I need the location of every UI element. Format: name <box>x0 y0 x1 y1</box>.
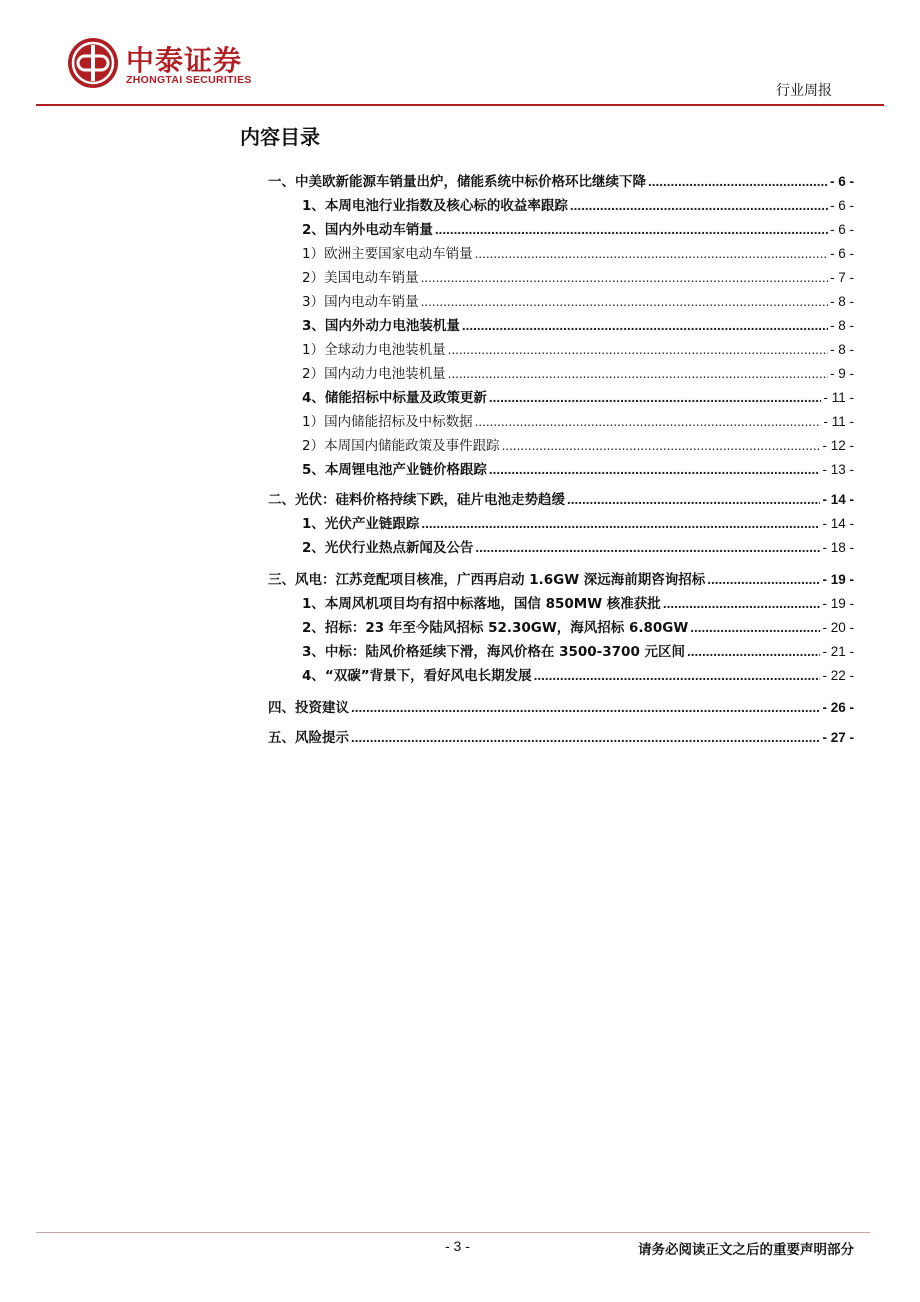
toc-entry-title: 2）国内动力电池装机量 <box>302 366 446 382</box>
toc-entry-page: - 26 - <box>822 700 854 715</box>
toc-leader-dots <box>351 698 820 718</box>
toc-entry-page: - 6 - <box>829 246 854 261</box>
toc-entry[interactable] <box>268 172 854 192</box>
toc-entry[interactable] <box>268 490 854 510</box>
zhongtai-logo-icon <box>66 36 120 90</box>
toc-entry-title: 一、中美欧新能源车销量出炉，储能系统中标价格环比继续下降 <box>268 174 646 190</box>
toc-entry[interactable] <box>302 642 854 662</box>
toc-entry-page: - 12 - <box>822 438 854 453</box>
toc-entry-title: 1、本周电池行业指数及核心标的收益率跟踪 <box>302 198 568 214</box>
toc-entry-title: 1、本周风机项目均有招中标落地，国信 850MW 核准获批 <box>302 596 661 612</box>
toc-entry-page: - 19 - <box>822 572 854 587</box>
toc-leader-dots <box>648 172 828 192</box>
toc-entry-page: - 27 - <box>822 730 854 745</box>
toc-entry-page: - 13 - <box>822 462 854 477</box>
toc-entry[interactable] <box>302 340 854 360</box>
toc-entry[interactable] <box>302 436 854 456</box>
toc-entry-page: - 8 - <box>829 342 854 357</box>
toc-entry[interactable] <box>302 618 854 638</box>
toc-entry-page: - 6 - <box>829 222 854 237</box>
toc-leader-dots <box>489 388 822 408</box>
toc-entry-title: 3、中标：陆风价格延续下滑，海风价格在 3500-3700 元区间 <box>302 644 686 660</box>
toc-leader-dots <box>475 412 822 432</box>
toc-entry-page: - 21 - <box>822 644 854 659</box>
toc-leader-dots <box>663 594 821 614</box>
toc-entry-title: 4、“双碳”背景下，看好风电长期发展 <box>302 668 532 684</box>
toc-entry[interactable] <box>302 292 854 312</box>
toc-leader-dots <box>489 460 821 480</box>
toc-leader-dots <box>687 642 820 662</box>
toc-entry-title: 2、国内外电动车销量 <box>302 222 433 238</box>
footer-disclaimer: 请务必阅读正文之后的重要声明部分 <box>638 1242 854 1258</box>
toc-entry-page: - 11 - <box>823 414 854 429</box>
toc-entry-title: 2）本周国内储能政策及事件跟踪 <box>302 438 500 454</box>
toc-entry-title: 三、风电：江苏竞配项目核准，广西再启动 1.6GW 深远海前期咨询招标 <box>268 572 706 588</box>
toc-entry-title: 2、光伏行业热点新闻及公告 <box>302 540 474 556</box>
report-type: 行业周报 <box>776 83 832 99</box>
brand-name-en: ZHONGTAI SECURITIES <box>126 74 252 86</box>
toc-entry[interactable] <box>302 412 854 432</box>
toc-entry-page: - 14 - <box>822 516 854 531</box>
toc-entry-title: 1）国内储能招标及中标数据 <box>302 414 473 430</box>
toc-entry-title: 二、光伏：硅料价格持续下跌，硅片电池走势趋缓 <box>268 492 565 508</box>
toc-entry[interactable] <box>268 698 854 718</box>
toc-entry[interactable] <box>302 594 854 614</box>
toc-leader-dots <box>351 728 820 748</box>
toc-entry-page: - 14 - <box>822 492 854 507</box>
toc-entry[interactable] <box>302 196 854 216</box>
toc-entry[interactable] <box>302 666 854 686</box>
toc-entry-page: - 20 - <box>822 620 854 635</box>
toc-entry[interactable] <box>302 388 854 408</box>
toc-entry[interactable] <box>268 570 854 590</box>
toc-entry-page: - 7 - <box>829 270 854 285</box>
toc-entry-page: - 8 - <box>829 294 854 309</box>
toc-leader-dots <box>421 268 828 288</box>
footer-divider <box>36 1232 870 1233</box>
toc-leader-dots <box>421 292 828 312</box>
toc-leader-dots <box>502 436 821 456</box>
toc-leader-dots <box>567 490 820 510</box>
brand-name-cn: 中泰证券 <box>126 44 243 77</box>
toc-leader-dots <box>462 316 828 336</box>
toc-entry-title: 五、风险提示 <box>268 730 349 746</box>
toc-entry[interactable] <box>302 268 854 288</box>
toc-leader-dots <box>448 340 828 360</box>
toc-entry[interactable] <box>302 364 854 384</box>
toc-entry[interactable] <box>302 460 854 480</box>
toc-entry[interactable] <box>302 244 854 264</box>
toc-entry[interactable] <box>302 538 854 558</box>
toc-entry-title: 2）美国电动车销量 <box>302 270 419 286</box>
page-number: - 3 - <box>445 1238 470 1254</box>
toc-entry[interactable] <box>302 220 854 240</box>
company-logo <box>66 36 286 96</box>
toc-entry-title: 1）全球动力电池装机量 <box>302 342 446 358</box>
toc-entry-title: 4、储能招标中标量及政策更新 <box>302 390 487 406</box>
toc-leader-dots <box>435 220 828 240</box>
header-divider <box>36 104 884 106</box>
toc-entry-page: - 6 - <box>829 174 854 189</box>
toc-entry-title: 四、投资建议 <box>268 700 349 716</box>
toc-entry[interactable] <box>268 728 854 748</box>
toc-title: 内容目录 <box>240 125 320 149</box>
toc-entry-title: 1）欧洲主要国家电动车销量 <box>302 246 473 262</box>
toc-leader-dots <box>475 538 820 558</box>
toc-leader-dots <box>707 570 820 590</box>
toc-entry[interactable] <box>302 514 854 534</box>
toc-leader-dots <box>534 666 821 686</box>
toc-leader-dots <box>690 618 820 638</box>
toc-entry-page: - 9 - <box>829 366 854 381</box>
toc-leader-dots <box>448 364 828 384</box>
toc-entry-page: - 19 - <box>822 596 854 611</box>
toc-entry-page: - 18 - <box>822 540 854 555</box>
toc-entry-title: 5、本周锂电池产业链价格跟踪 <box>302 462 487 478</box>
toc-entry-page: - 8 - <box>829 318 854 333</box>
toc-entry-page: - 11 - <box>823 390 854 405</box>
toc-leader-dots <box>421 514 820 534</box>
toc-leader-dots <box>570 196 828 216</box>
toc-entry-page: - 22 - <box>822 668 854 683</box>
toc-entry-title: 1、光伏产业链跟踪 <box>302 516 420 532</box>
toc-entry-title: 3）国内电动车销量 <box>302 294 419 310</box>
toc-entry-title: 2、招标：23 年至今陆风招标 52.30GW，海风招标 6.80GW <box>302 620 689 636</box>
toc-entry-page: - 6 - <box>829 198 854 213</box>
toc-entry-title: 3、国内外动力电池装机量 <box>302 318 460 334</box>
toc-leader-dots <box>475 244 828 264</box>
toc-entry[interactable] <box>302 316 854 336</box>
